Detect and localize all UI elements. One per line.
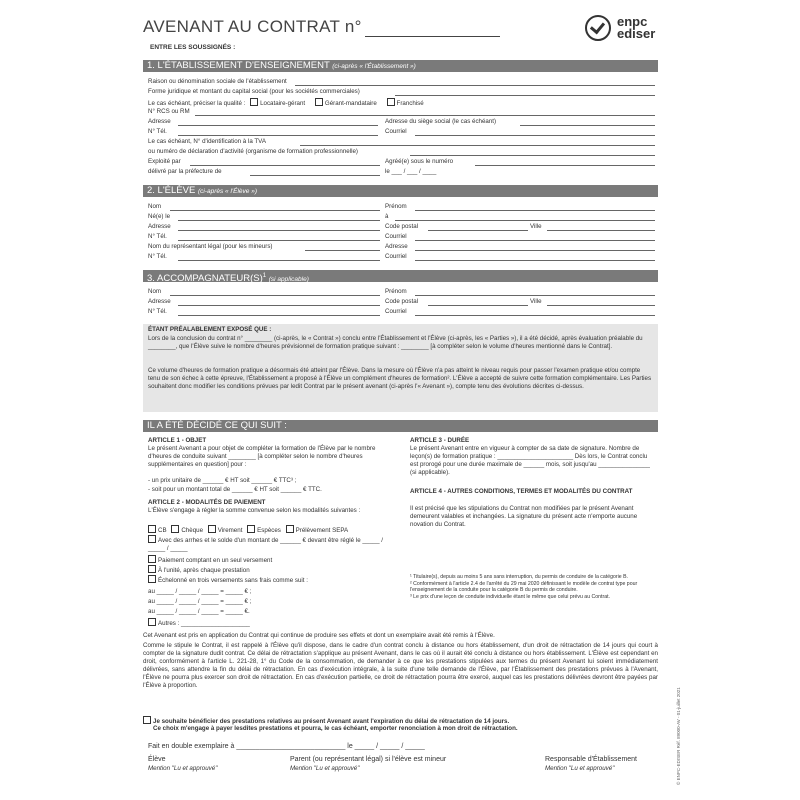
seul-checkbox[interactable] bbox=[148, 555, 156, 563]
document-page: AVENANT AU CONTRAT n° enpc ediser ENTRE LES SOUSSIGNÉS : 1. L'ÉTABLISSEMENT D'ENSEIGNEMENT (ci-après « l'Établissement ») Raison ou dénomination sociale de l'établissement Forme juridique et montant du capital social (pour les sociétés commerciales) Le cas échéant, préciser la qualité : Locataire-gérant Gérant-mandataire Franchisé N° RCS ou RM Adresse Adresse du siège social (le cas échéant) N° Tél. Courriel Le cas échéant, N° d'identification à la TVA ou numéro de déclaration d'activité (organisme de formation professionnelle) Exploité par Agréé(e) sous le numéro délivré par la préfecture de le ___ / ___ / ____ 2. L'ÉLÈVE (ci-après « l'Élève ») Nom Prénom Né(e) le à Adresse Code postal Ville N° Tél. Courriel Nom du représentant légal (pour les mineurs) Adresse N° Tél. Courriel 3. $ACCOMPAGNATEUR(S)^1$ (si applicable) Nom Prénom Adresse Code postal Ville N° Tél. Courriel ÉTANT PRÉALABLEMENT EXPOSÉ QUE : Lors de la conclusion du contrat n° ________ (ci-après, le « Contrat ») conclu entre l'Établissement et l'Élève (ci-après, les « Parties »), il a été décidé, après évaluation préalable du ________, que l'Élève suive le nombre d'heures prévisionnel de formation pratique suivant : ________ [à compléter selon le volume d'heures mentionné dans le Contrat]. Ce volume d'heures de formation pratique a désormais été atteint par l'Élève. Dans la mesure où l'Élève n'a pas atteint le niveau requis pour passer l'examen pratique et/ou compte tenu de son échec à cette épreuve, l'Établissement a proposé à l'Élève un complément d'heures de formation². L'Élève a accepté de suivre cette formation complémentaire. Les Parties souhaitent donc modifier les conditions prévues par ledit Contrat par le présent avenant (ci-après l'« Avenant »), compte tenu des évolutions décrites ci-dessus. IL A ÉTÉ DÉCIDÉ CE QUI SUIT : ARTICLE 1 - OBJET Le présent Avenant a pour objet de compléter la formation de l'Élève par le nombre d'heures de conduite suivant ________ [à compléter selon le nombre d'heures supplémentaires en question] pour : - un prix unitaire de ______ € HT soit ______ € TTC³ ; - soit pour un montant total de ______ € HT soit ______ € TTC. ARTICLE 2 - MODALITÉS DE PAIEMENT L'Élève s'engage à régler la somme convenue selon les modalités suivantes : CB Chèque Virement Espèces Prélèvement SEPA Avec des arrhes et le solde d'un montant de ______ € devant être réglé le _____ / _____ / _____ Paiement comptant en un seul versement À l'unité, après chaque prestation Échelonné en trois versements sans frais comme suit : au _____ / _____ / _____ = _____ € ; au _____ / _____ / _____ = _____ € ; au _____ / _____ / _____ = _____ €. Autres : ____________________ ARTICLE 3 - DURÉE Le présent Avenant entre en vigueur à compter de sa date de signature. Nombre de leçon(s) de formation pratique : ______________________ Dès lors, le Contrat conclu est prorogé pour une durée maximale de ______ mois, soit jusqu'au _______________ (si applicable). ARTICLE 4 - AUTRES CONDITIONS, TERMES ET MODALITÉS DU CONTRAT Il est précisé que les stipulations du Contrat non modifiées par le présent Avenant demeurent valables et inchangées. La signature du présent acte n'emporte aucune novation du Contrat. ¹ Titulaire(s), depuis au moins 5 ans sans interruption, du permis de conduire de la catégorie B. ² Conformément à l'article 2.4 de l'arrêté du 29 mai 2020 définissant le modèle de contrat type pour l'enseignement de la conduite pour la catégorie B du permis de conduire. ³ Le prix d'une leçon de conduite individuelle étant le même que celui prévu au Contrat. Cet Avenant est pris en application du Contrat qui continue de produire ses effets et dont un exemplaire avait été remis à l'Élève. Comme le stipule le Contrat, il est rappelé à l'Élève qu'il dispose, dans le cadre d'un contrat conclu à distance ou hors établissement, d'un droit de rétractation de 14 jours qui court à compter de la signature dudit contrat. Ce délai de rétractation s'applique au présent Avenant, dans le cas où il aurait été conclu à distance ou hors établissement. L'Élève est cependant en droit, conformément à l'article L. 221-28, 1° du Code de la consommation, de demander à ce que les prestations stipulées aux termes du présent Avenant lui soient immédiatement délivrées, sans attendre la fin du délai de rétractation. En cas d'exécution intégrale, à la suite d'une telle demande de l'Élève, par l'Établissement des prestations prévues à l'Avenant, l'Élève ne pourra plus exercer son droit de rétractation. En cas d'exécution partielle, ce droit de rétractation pourra être exercé, auquel cas les prestations délivrées devront être payées par l'Élève à proportion. Je souhaite bénéficier des prestations relatives au présent Avenant avant l'expiration du délai de rétractation de 14 jours. Ce choix m'engage à payer lesdites prestations et pourra, le cas échéant, emporter renonciation à mon droit de rétractation. Fait en double exemplaire à ____________________________ le _____ / _____ / _____ Élève Mention "Lu et approuvé" Parent (ou représentant légal) si l'élève est mineur Mention "Lu et approuvé" Responsable d'Établissement Mention "Lu et approuvé" © ENPC-EDISER Réf. 89000-AV - 01-juillet 2021 bbox=[143, 14, 681, 785]
logo: enpc ediser bbox=[585, 15, 655, 41]
gerant-checkbox[interactable] bbox=[315, 98, 323, 106]
cb-checkbox[interactable] bbox=[148, 525, 156, 533]
echelonne-checkbox[interactable] bbox=[148, 575, 156, 583]
unite-checkbox[interactable] bbox=[148, 565, 156, 573]
section-3-header: 3. $ACCOMPAGNATEUR(S)^1$ (si applicable) bbox=[143, 270, 658, 282]
retractation-checkbox[interactable] bbox=[143, 716, 151, 724]
franchise-checkbox[interactable] bbox=[387, 98, 395, 106]
section-decide-header: IL A ÉTÉ DÉCIDÉ CE QUI SUIT : bbox=[143, 420, 658, 432]
entre-soussignes: ENTRE LES SOUSSIGNÉS : bbox=[150, 44, 236, 51]
sepa-checkbox[interactable] bbox=[286, 525, 294, 533]
virement-checkbox[interactable] bbox=[208, 525, 216, 533]
section-1-header: 1. L'ÉTABLISSEMENT D'ENSEIGNEMENT (ci-après « l'Établissement ») bbox=[143, 60, 658, 72]
check-circle-icon bbox=[585, 15, 611, 41]
autres-checkbox[interactable] bbox=[148, 618, 156, 626]
especes-checkbox[interactable] bbox=[247, 525, 255, 533]
document-title: AVENANT AU CONTRAT n° bbox=[143, 17, 500, 37]
arrhes-checkbox[interactable] bbox=[148, 535, 156, 543]
payment-methods: CB Chèque Virement Espèces Prélèvement SEPA bbox=[148, 525, 348, 535]
section-2-header: 2. L'ÉLÈVE (ci-après « l'Élève ») bbox=[143, 185, 658, 197]
cheque-checkbox[interactable] bbox=[171, 525, 179, 533]
locataire-checkbox[interactable] bbox=[250, 98, 258, 106]
